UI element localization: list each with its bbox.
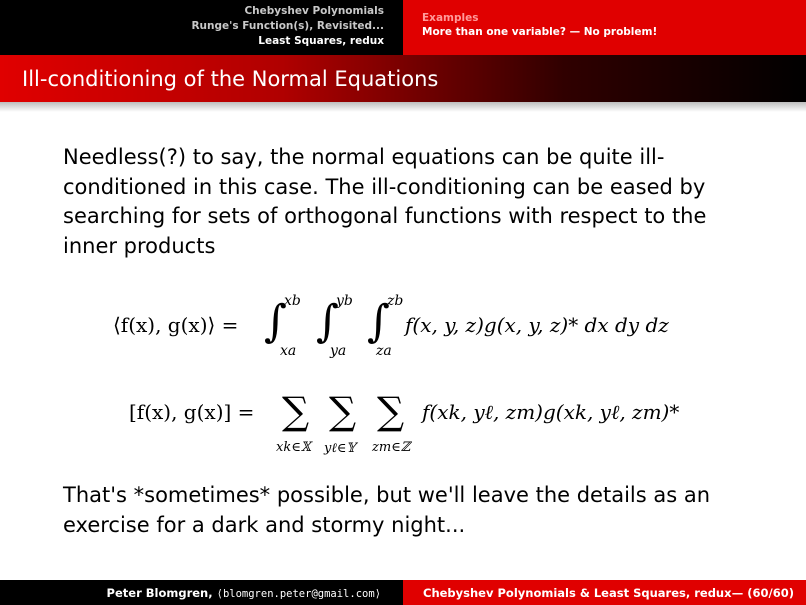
footer bbox=[0, 580, 806, 605]
integral-sign-x: ∫ bbox=[264, 296, 287, 347]
author-email[interactable]: ⟨blomgren.peter@gmail.com⟩ bbox=[216, 588, 381, 600]
nav-subsection-examples[interactable]: Examples bbox=[422, 12, 479, 24]
integral-y-lower: ya bbox=[330, 343, 347, 359]
integral-x-lower: xa bbox=[280, 343, 297, 359]
equation-2-summand: f(xk, yℓ, zm)g(xk, yℓ, zm)* bbox=[422, 400, 680, 424]
integral-z-upper: zb bbox=[387, 293, 404, 309]
sum-sign-y: ∑ bbox=[329, 389, 357, 433]
sum-sign-z: ∑ bbox=[377, 389, 405, 433]
nav-section-runge[interactable]: Runge's Function(s), Revisited... bbox=[191, 20, 384, 32]
title-shadow bbox=[0, 102, 806, 112]
equation-1-integrand: f(x, y, z)g(x, y, z)* dx dy dz bbox=[405, 313, 669, 337]
footer-title-panel bbox=[403, 580, 806, 605]
author-name: Peter Blomgren, bbox=[106, 586, 213, 600]
equation-1-lhs: ⟨f(x), g(x)⟩ = bbox=[113, 313, 239, 337]
section-navigation bbox=[0, 0, 403, 55]
integral-sign-y: ∫ bbox=[316, 296, 339, 347]
nav-section-least-squares[interactable]: Least Squares, redux bbox=[258, 35, 384, 47]
frame-title: Ill-conditioning of the Normal Equations bbox=[22, 67, 439, 91]
integral-y-upper: yb bbox=[336, 293, 353, 309]
paragraph-intro: Needless(?) to say, the normal equations can be quite ill-conditioned in this case. The ill-conditioning can be eased by searching for sets of orthogonal functions with respect to the inner products bbox=[63, 145, 707, 258]
integral-x-upper: xb bbox=[284, 293, 301, 309]
nav-subsection-more-variables[interactable]: More than one variable? — No problem! bbox=[422, 26, 658, 38]
footer-author-panel bbox=[0, 580, 403, 605]
header-navigation bbox=[0, 0, 806, 55]
sum-sign-x: ∑ bbox=[282, 389, 310, 433]
subsection-navigation bbox=[403, 0, 806, 55]
integral-z-lower: za bbox=[376, 343, 392, 359]
sum-index-x: xk∈𝕏 bbox=[276, 440, 311, 455]
sum-index-y: yℓ∈𝕐 bbox=[324, 441, 356, 456]
nav-section-chebyshev[interactable]: Chebyshev Polynomials bbox=[244, 5, 384, 17]
paragraph-closing: That's *sometimes* possible, but we'll leave the details as an exercise for a dark and stormy night... bbox=[63, 483, 711, 537]
integral-sign-z: ∫ bbox=[367, 296, 390, 347]
footer-author bbox=[107, 586, 381, 600]
frame-title-bar bbox=[0, 55, 806, 102]
equation-2-lhs: [f(x), g(x)] = bbox=[129, 400, 255, 424]
page-number: — (60/60) bbox=[731, 586, 794, 600]
footer-short-title: Chebyshev Polynomials & Least Squares, redux bbox=[423, 586, 732, 600]
sum-index-z: zm∈ℤ bbox=[372, 440, 411, 455]
